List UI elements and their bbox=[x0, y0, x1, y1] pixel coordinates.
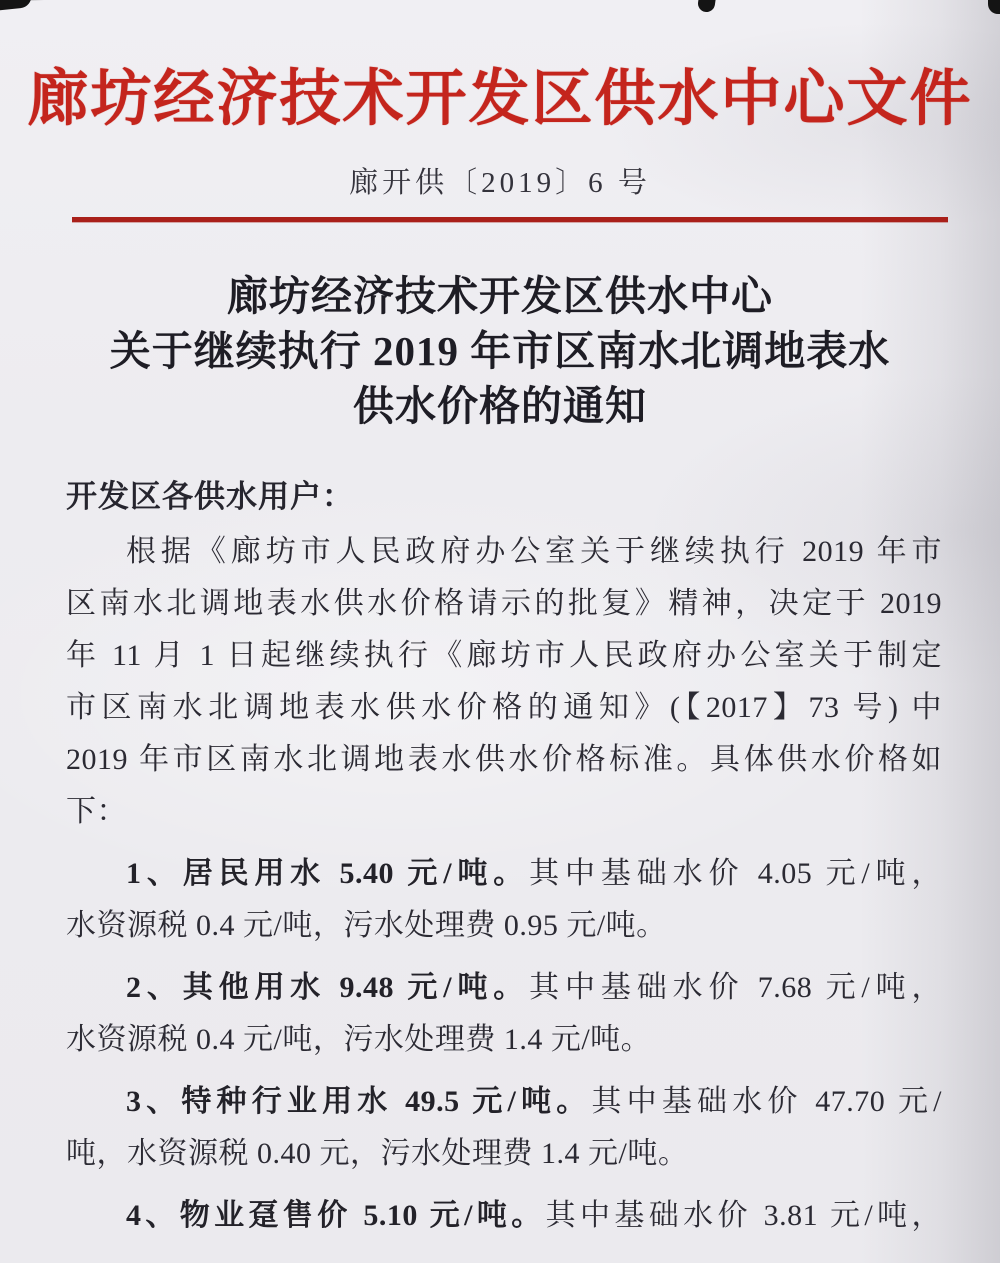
intro-line: 区南水北调地表水供水价格请示的批复》精神，决定于 2019 bbox=[66, 587, 942, 620]
price-item-other bbox=[66, 962, 942, 1066]
price-item-lead: 4、物业趸售价 5.10 元/吨。 bbox=[126, 1199, 546, 1232]
document-reference-number: 廊开供〔2019〕6 号 bbox=[349, 167, 651, 199]
scan-smudge-top-right bbox=[988, 0, 1000, 14]
price-item-detail: 其中基础水价 3.81 元/吨， bbox=[545, 1199, 942, 1232]
price-item-detail: 其中基础水价 4.05 元/吨， bbox=[529, 857, 942, 890]
document-body bbox=[0, 471, 1000, 1242]
price-item-detail: 其中基础水价 7.68 元/吨， bbox=[529, 971, 942, 1004]
intro-line: 2019 年市区南水北调地表水供水价格标准。具体供水价格如 bbox=[66, 743, 942, 776]
intro-line: 根据《廊坊市人民政府办公室关于继续执行 2019 年市 bbox=[126, 535, 942, 568]
price-item-special-industry bbox=[66, 1076, 942, 1180]
price-item-line bbox=[66, 962, 942, 1014]
notice-title-line-2: 关于继续执行 2019 年市区南水北调地表水 bbox=[109, 328, 891, 374]
price-item-property-wholesale bbox=[66, 1190, 942, 1242]
price-item-lead: 1、居民用水 5.40 元/吨。 bbox=[126, 857, 530, 890]
intro-line: 市区南水北调地表水供水价格的通知》(【2017】73 号) 中 bbox=[66, 691, 942, 724]
intro-line: 下： bbox=[66, 795, 127, 828]
intro-paragraph bbox=[66, 526, 942, 838]
price-item-line: 水资源税 0.4 元/吨，污水处理费 1.4 元/吨。 bbox=[66, 1023, 652, 1056]
intro-line: 年 11 月 1 日起继续执行《廊坊市人民政府办公室关于制定 bbox=[66, 639, 942, 672]
price-item-lead: 2、其他用水 9.48 元/吨。 bbox=[126, 971, 530, 1004]
price-item-line bbox=[66, 848, 942, 900]
red-letterhead-title: 廊坊经济技术开发区供水中心文件 bbox=[27, 66, 973, 133]
price-item-residential bbox=[66, 848, 942, 952]
price-item-line bbox=[66, 1190, 942, 1242]
price-item-line: 水资源税 0.4 元/吨，污水处理费 0.95 元/吨。 bbox=[66, 909, 667, 942]
notice-title-line-1: 廊坊经济技术开发区供水中心 bbox=[227, 273, 773, 319]
price-item-line: 吨，水资源税 0.40 元，污水处理费 1.4 元/吨。 bbox=[66, 1137, 689, 1170]
notice-title-line-3: 供水价格的通知 bbox=[353, 383, 647, 429]
scan-smudge-top-left bbox=[0, 0, 33, 11]
scan-smudge-top-middle bbox=[697, 0, 716, 13]
salutation: 开发区各供水用户： bbox=[66, 479, 354, 514]
price-item-detail: 其中基础水价 47.70 元/ bbox=[591, 1085, 942, 1118]
price-item-lead: 3、特种行业用水 49.5 元/吨。 bbox=[126, 1085, 592, 1118]
price-item-line bbox=[66, 1076, 942, 1128]
red-divider-rule bbox=[72, 217, 948, 222]
notice-title bbox=[0, 269, 1000, 434]
